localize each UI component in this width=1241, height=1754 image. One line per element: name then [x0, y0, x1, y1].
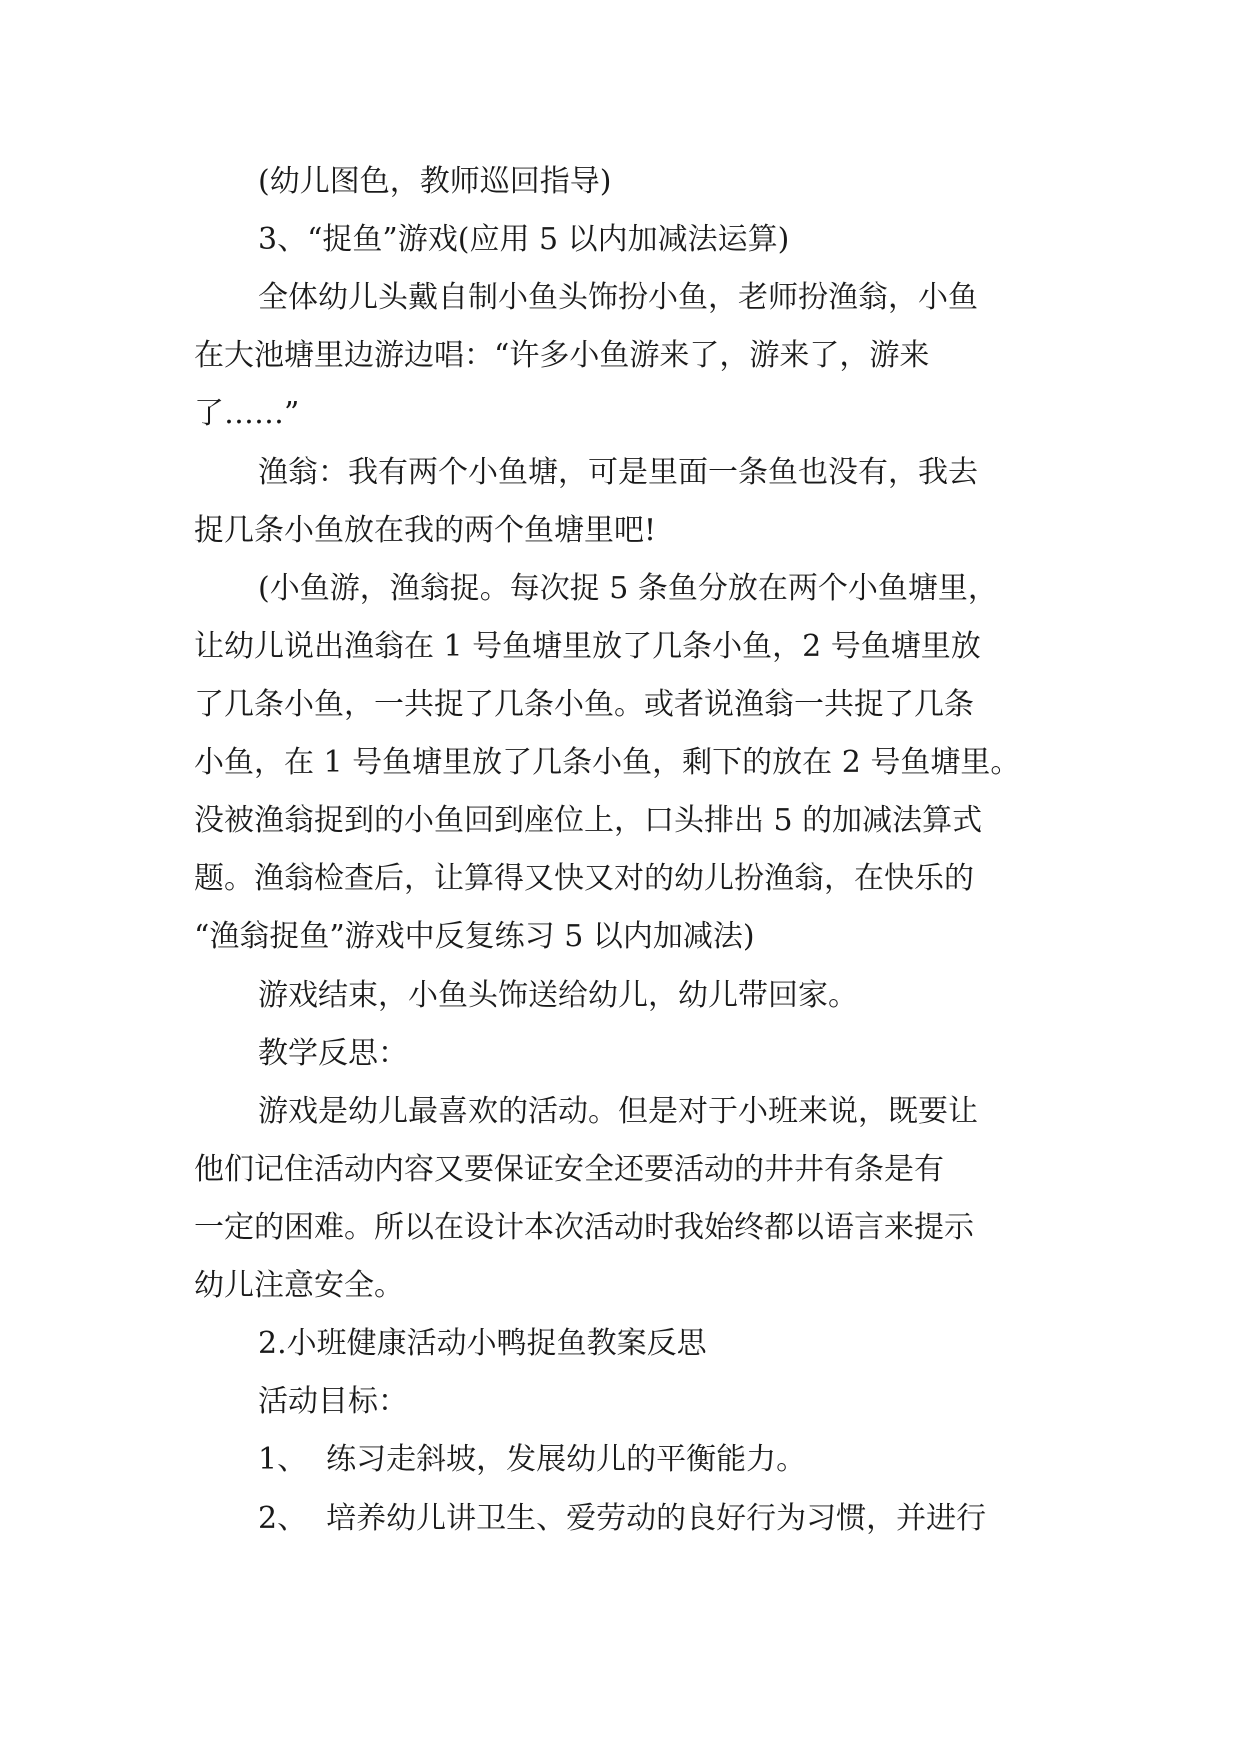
text-line: 游戏是幼儿最喜欢的活动。但是对于小班来说，既要让	[258, 1094, 978, 1129]
text-line: 让幼儿说出渔翁在 1 号鱼塘里放了几条小鱼，2 号鱼塘里放	[194, 629, 981, 664]
text-line: 幼儿注意安全。	[194, 1268, 404, 1303]
text-line: (小鱼游，渔翁捉。每次捉 5 条鱼分放在两个小鱼塘里，	[258, 571, 998, 606]
text-line: 没被渔翁捉到的小鱼回到座位上，口头排出 5 的加减法算式	[194, 803, 983, 838]
text-line: 渔翁：我有两个小鱼塘，可是里面一条鱼也没有，我去	[258, 455, 978, 490]
text-line: 教学反思：	[258, 1036, 408, 1071]
text-line: 了……”	[194, 396, 300, 431]
text-line: 题。渔翁检查后，让算得又快又对的幼儿扮渔翁，在快乐的	[194, 861, 974, 896]
text-line: 活动目标：	[258, 1384, 408, 1419]
text-line: 了几条小鱼，一共捉了几条小鱼。或者说渔翁一共捉了几条	[194, 687, 974, 722]
text-line: 在大池塘里边游边唱：“许多小鱼游来了，游来了，游来	[194, 338, 930, 373]
text-line: “渔翁捉鱼”游戏中反复练习 5 以内加减法)	[194, 919, 755, 954]
text-line: 3、“捉鱼”游戏(应用 5 以内加减法运算)	[258, 222, 790, 257]
text-line: 小鱼，在 1 号鱼塘里放了几条小鱼，剩下的放在 2 号鱼塘里。	[194, 745, 1021, 780]
text-line: 一定的困难。所以在设计本次活动时我始终都以语言来提示	[194, 1210, 974, 1245]
list-item: 1、 练习走斜坡，发展幼儿的平衡能力。	[258, 1442, 807, 1477]
section-heading: 2.小班健康活动小鸭捉鱼教案反思	[258, 1326, 707, 1361]
text-line: 游戏结束，小鱼头饰送给幼儿，幼儿带回家。	[258, 978, 858, 1013]
list-item: 2、 培养幼儿讲卫生、爱劳动的良好行为习惯，并进行	[258, 1501, 987, 1536]
text-line: 全体幼儿头戴自制小鱼头饰扮小鱼，老师扮渔翁，小鱼	[258, 280, 978, 315]
text-line: 捉几条小鱼放在我的两个鱼塘里吧!	[194, 513, 657, 548]
text-line: (幼儿图色，教师巡回指导)	[258, 164, 612, 199]
text-line: 他们记住活动内容又要保证安全还要活动的井井有条是有	[194, 1152, 944, 1187]
